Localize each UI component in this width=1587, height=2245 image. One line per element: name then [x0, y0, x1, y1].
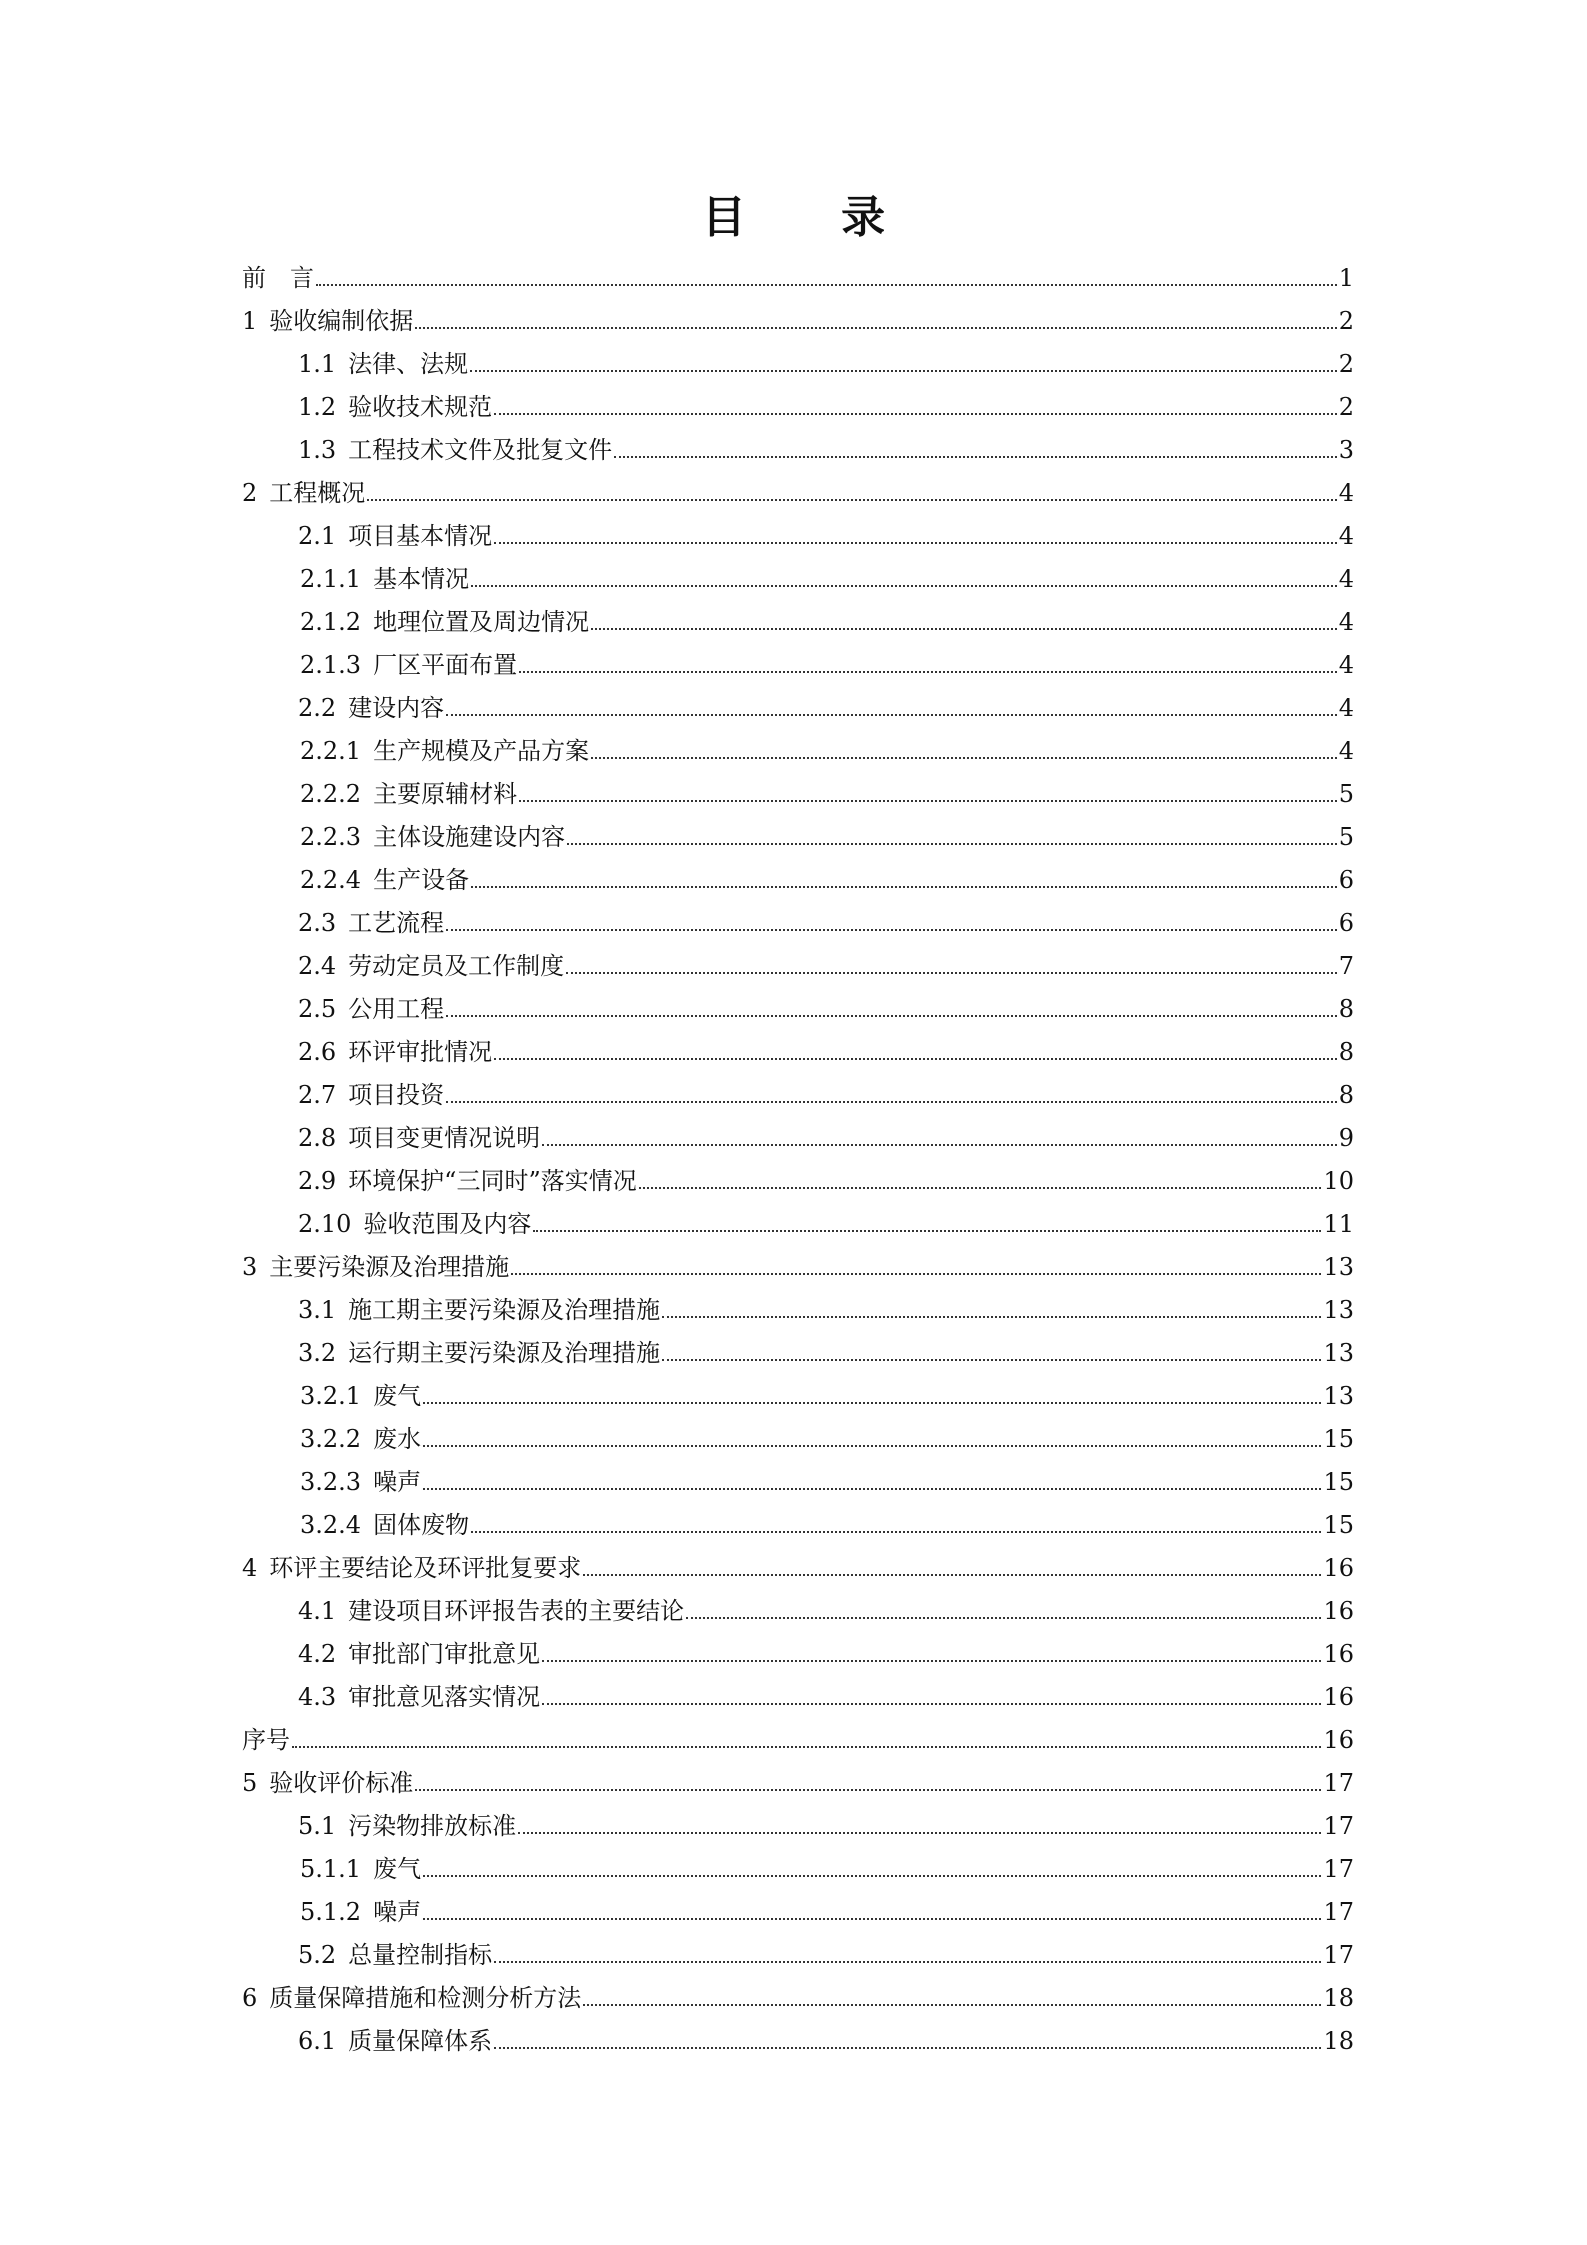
toc-entry[interactable]: [242, 895, 1354, 938]
toc-entry[interactable]: [242, 1712, 1354, 1755]
toc-entry-label: 项目投资: [348, 1081, 445, 1109]
toc-entry-number: 3.2: [298, 1339, 337, 1367]
toc-entry[interactable]: [242, 250, 1354, 293]
toc-entry-number: 3.2.3: [300, 1468, 362, 1496]
dot-leader: [518, 1832, 1321, 1834]
toc-entry[interactable]: [242, 1540, 1354, 1583]
toc-entry-label: 质量保障措施和检测分析方法: [269, 1984, 582, 2012]
toc-entry[interactable]: [242, 981, 1354, 1024]
dot-leader: [614, 456, 1337, 458]
toc-entry-page-number: 4: [1338, 651, 1354, 679]
toc-entry-page-number: 2: [1338, 350, 1354, 378]
toc-entry-page-number: 16: [1323, 1554, 1354, 1582]
dot-leader: [639, 1187, 1322, 1189]
toc-entry[interactable]: [242, 723, 1354, 766]
toc-entry-label: 劳动定员及工作制度: [348, 952, 565, 980]
toc-entry[interactable]: [242, 2013, 1354, 2056]
toc-entry-number: 5.2: [298, 1941, 337, 1969]
dot-leader: [494, 542, 1337, 544]
toc-entry-number: 1.3: [298, 436, 337, 464]
toc-entry-number: 2.2.4: [300, 866, 362, 894]
toc-entry[interactable]: [242, 809, 1354, 852]
dot-leader: [292, 1746, 1321, 1748]
toc-entry[interactable]: [242, 1841, 1354, 1884]
toc-entry-label: 基本情况: [373, 565, 470, 593]
toc-entry-label: 审批部门审批意见: [348, 1640, 541, 1668]
toc-entry-label: 废气: [373, 1855, 422, 1883]
toc-entry-label: 验收范围及内容: [363, 1210, 532, 1238]
dot-leader: [686, 1617, 1321, 1619]
toc-entry-number: 4: [242, 1554, 258, 1582]
toc-entry[interactable]: [242, 1024, 1354, 1067]
dot-leader: [566, 972, 1337, 974]
dot-leader: [511, 1273, 1321, 1275]
toc-entry-number: 2.3: [298, 909, 337, 937]
toc-entry[interactable]: [242, 680, 1354, 723]
toc-entry-page-number: 4: [1338, 522, 1354, 550]
dot-leader: [423, 1488, 1321, 1490]
toc-entry[interactable]: [242, 1454, 1354, 1497]
dot-leader: [494, 1058, 1337, 1060]
dot-leader: [415, 1789, 1321, 1791]
toc-entry-number: 2.7: [298, 1081, 337, 1109]
dot-leader: [446, 1015, 1337, 1017]
toc-entry-page-number: 2: [1338, 393, 1354, 421]
toc-entry-number: 1.1: [298, 350, 337, 378]
toc-entry[interactable]: [242, 594, 1354, 637]
dot-leader: [519, 800, 1337, 802]
toc-entry-number: 6: [242, 1984, 258, 2012]
toc-entry-label: 建设项目环评报告表的主要结论: [348, 1597, 685, 1625]
toc-entry[interactable]: [242, 465, 1354, 508]
dot-leader: [542, 1144, 1337, 1146]
dot-leader: [423, 1445, 1321, 1447]
dot-leader: [533, 1230, 1321, 1232]
toc-entry-page-number: 18: [1323, 1984, 1354, 2012]
toc-entry-page-number: 16: [1323, 1726, 1354, 1754]
dot-leader: [542, 1660, 1321, 1662]
dot-leader: [591, 757, 1337, 759]
toc-entry-number: 2.5: [298, 995, 337, 1023]
toc-entry-page-number: 16: [1323, 1597, 1354, 1625]
toc-entry-page-number: 16: [1323, 1683, 1354, 1711]
toc-entry-page-number: 9: [1338, 1124, 1354, 1152]
toc-entry-label: 工程技术文件及批复文件: [348, 436, 613, 464]
toc-entry-label: 主要原辅材料: [373, 780, 518, 808]
toc-entry[interactable]: [242, 1755, 1354, 1798]
dot-leader: [591, 628, 1337, 630]
toc-entry-label: 噪声: [373, 1898, 422, 1926]
toc-entry-number: 5: [242, 1769, 258, 1797]
toc-entry-page-number: 17: [1323, 1812, 1354, 1840]
toc-entry-page-number: 1: [1338, 264, 1354, 292]
dot-leader: [470, 370, 1337, 372]
toc-entry-label: 总量控制指标: [348, 1941, 493, 1969]
dot-leader: [423, 1402, 1321, 1404]
toc-entry-label: 主要污染源及治理措施: [269, 1253, 510, 1281]
toc-entry-number: 3.2.1: [300, 1382, 362, 1410]
toc-entry-number: 5.1: [298, 1812, 337, 1840]
toc-entry-number: 2: [242, 479, 258, 507]
toc-entry-page-number: 8: [1338, 1081, 1354, 1109]
toc-entry[interactable]: [242, 637, 1354, 680]
toc-entry[interactable]: [242, 1325, 1354, 1368]
toc-entry-number: 4.3: [298, 1683, 337, 1711]
toc-entry-number: 2.1.3: [300, 651, 362, 679]
dot-leader: [567, 843, 1337, 845]
toc-entry-number: 2.2.1: [300, 737, 362, 765]
toc-entry-page-number: 4: [1338, 608, 1354, 636]
toc-entry-number: 2.10: [298, 1210, 352, 1238]
toc-entry-page-number: 18: [1323, 2027, 1354, 2055]
dot-leader: [662, 1359, 1321, 1361]
toc-entry[interactable]: [242, 1970, 1354, 2013]
toc-entry-label: 生产设备: [373, 866, 470, 894]
toc-entry-page-number: 16: [1323, 1640, 1354, 1668]
dot-leader: [423, 1875, 1321, 1877]
toc-entry-number: 2.8: [298, 1124, 337, 1152]
dot-leader: [519, 671, 1337, 673]
toc-entry[interactable]: [242, 1282, 1354, 1325]
toc-entry-page-number: 2: [1338, 307, 1354, 335]
toc-entry-number: 4.1: [298, 1597, 337, 1625]
toc-entry[interactable]: [242, 336, 1354, 379]
toc-entry-page-number: 10: [1323, 1167, 1354, 1195]
toc-entry-number: 3: [242, 1253, 258, 1281]
toc-entry[interactable]: [242, 1798, 1354, 1841]
toc-entry-number: 2.2.3: [300, 823, 362, 851]
dot-leader: [471, 585, 1337, 587]
toc-entry-page-number: 17: [1323, 1769, 1354, 1797]
dot-leader: [494, 1961, 1321, 1963]
toc-entry[interactable]: [242, 422, 1354, 465]
toc-entry[interactable]: [242, 1239, 1354, 1282]
toc-entry-label: 固体废物: [373, 1511, 470, 1539]
toc-entry-page-number: 13: [1323, 1339, 1354, 1367]
toc-entry-label: 环评主要结论及环评批复要求: [269, 1554, 582, 1582]
toc-entry-page-number: 15: [1323, 1425, 1354, 1453]
dot-leader: [494, 413, 1337, 415]
toc-entry[interactable]: [242, 1067, 1354, 1110]
toc-entry-page-number: 13: [1323, 1253, 1354, 1281]
dot-leader: [316, 284, 1337, 286]
dot-leader: [423, 1918, 1321, 1920]
toc-entry-page-number: 13: [1323, 1382, 1354, 1410]
toc-entry-number: 2.9: [298, 1167, 337, 1195]
toc-entry-number: 2.1: [298, 522, 337, 550]
toc-entry[interactable]: [242, 1669, 1354, 1712]
toc-entry-label: 公用工程: [348, 995, 445, 1023]
toc-entry[interactable]: [242, 1927, 1354, 1970]
toc-entry[interactable]: [242, 1583, 1354, 1626]
toc-entry-page-number: 17: [1323, 1855, 1354, 1883]
toc-entry-page-number: 15: [1323, 1511, 1354, 1539]
toc-entry-page-number: 11: [1323, 1210, 1354, 1238]
toc-entry-page-number: 5: [1338, 823, 1354, 851]
toc-entry-number: 2.2: [298, 694, 337, 722]
toc-entry-label: 验收编制依据: [269, 307, 414, 335]
toc-entry-number: 5.1.2: [300, 1898, 362, 1926]
toc-entry-number: 1.2: [298, 393, 337, 421]
toc-entry-number: 1: [242, 307, 258, 335]
toc-entry[interactable]: [242, 1110, 1354, 1153]
toc-entry-label: 前 言: [242, 264, 314, 292]
toc-entry-label: 项目变更情况说明: [348, 1124, 541, 1152]
toc-entry-label: 主体设施建设内容: [373, 823, 566, 851]
toc-entry-label: 环境保护“三同时”落实情况: [348, 1167, 637, 1195]
toc-entry-page-number: 17: [1323, 1941, 1354, 1969]
toc-entry-number: 2.1.1: [300, 565, 362, 593]
toc-entry-label: 项目基本情况: [348, 522, 493, 550]
toc-entry-label: 生产规模及产品方案: [373, 737, 590, 765]
dot-leader: [542, 1703, 1321, 1705]
dot-leader: [367, 499, 1336, 501]
toc-entry[interactable]: [242, 1196, 1354, 1239]
toc-entry[interactable]: [242, 1884, 1354, 1927]
toc-entry[interactable]: [242, 551, 1354, 594]
toc-entry-label: 验收技术规范: [348, 393, 493, 421]
toc-entry-number: 4.2: [298, 1640, 337, 1668]
toc-entry-label: 噪声: [373, 1468, 422, 1496]
dot-leader: [415, 327, 1336, 329]
toc-entry[interactable]: [242, 1626, 1354, 1669]
toc-entry-page-number: 3: [1338, 436, 1354, 464]
toc-entry-label: 法律、法规: [348, 350, 469, 378]
toc-entry[interactable]: [242, 852, 1354, 895]
toc-entry-label: 序号: [242, 1726, 290, 1754]
toc-entry-number: 2.1.2: [300, 608, 362, 636]
toc-entry-label: 环评审批情况: [348, 1038, 493, 1066]
toc-entry-label: 工程概况: [269, 479, 366, 507]
toc-entry-number: 6.1: [298, 2027, 337, 2055]
toc-entry-page-number: 17: [1323, 1898, 1354, 1926]
toc-entry-label: 厂区平面布置: [373, 651, 518, 679]
toc-entry-number: 2.4: [298, 952, 337, 980]
toc-entry[interactable]: [242, 938, 1354, 981]
toc-entry-number: 3.1: [298, 1296, 337, 1324]
toc-entry-page-number: 6: [1338, 866, 1354, 894]
toc-entry-number: 2.2.2: [300, 780, 362, 808]
toc-entry-page-number: 4: [1338, 479, 1354, 507]
dot-leader: [446, 714, 1337, 716]
toc-entry-page-number: 15: [1323, 1468, 1354, 1496]
toc-entry-label: 验收评价标准: [269, 1769, 414, 1797]
toc-entry-page-number: 8: [1338, 1038, 1354, 1066]
toc-entry-page-number: 13: [1323, 1296, 1354, 1324]
toc-entry-number: 2.6: [298, 1038, 337, 1066]
dot-leader: [583, 2004, 1321, 2006]
toc-entry[interactable]: [242, 293, 1354, 336]
toc-entry-number: 3.2.4: [300, 1511, 362, 1539]
toc-title: 目 录: [701, 192, 926, 243]
toc-entry-label: 运行期主要污染源及治理措施: [348, 1339, 661, 1367]
toc-entry[interactable]: [242, 1368, 1354, 1411]
toc-entry[interactable]: [242, 1411, 1354, 1454]
toc-entry-label: 建设内容: [348, 694, 445, 722]
dot-leader: [583, 1574, 1321, 1576]
toc-entry-page-number: 4: [1338, 565, 1354, 593]
toc-entry-label: 废气: [373, 1382, 422, 1410]
toc-entry-page-number: 4: [1338, 694, 1354, 722]
toc-entry-label: 工艺流程: [348, 909, 445, 937]
toc-entry[interactable]: [242, 1497, 1354, 1540]
dot-leader: [494, 2047, 1321, 2049]
dot-leader: [662, 1316, 1321, 1318]
toc-entry-page-number: 4: [1338, 737, 1354, 765]
toc-entry[interactable]: [242, 379, 1354, 422]
toc-entry-page-number: 5: [1338, 780, 1354, 808]
toc-entry[interactable]: [242, 766, 1354, 809]
toc-entry-label: 质量保障体系: [348, 2027, 493, 2055]
toc-entry-label: 污染物排放标准: [348, 1812, 517, 1840]
toc-entry[interactable]: [242, 1153, 1354, 1196]
dot-leader: [446, 1101, 1337, 1103]
toc-entry-label: 废水: [373, 1425, 422, 1453]
toc-entry-page-number: 8: [1338, 995, 1354, 1023]
dot-leader: [471, 886, 1337, 888]
dot-leader: [471, 1531, 1321, 1533]
toc-entry-label: 施工期主要污染源及治理措施: [348, 1296, 661, 1324]
toc-list: [242, 250, 1354, 2056]
toc-entry-page-number: 6: [1338, 909, 1354, 937]
toc-entry[interactable]: [242, 508, 1354, 551]
toc-entry-page-number: 7: [1338, 952, 1354, 980]
dot-leader: [446, 929, 1337, 931]
toc-entry-number: 3.2.2: [300, 1425, 362, 1453]
toc-entry-label: 审批意见落实情况: [348, 1683, 541, 1711]
toc-entry-number: 5.1.1: [300, 1855, 362, 1883]
toc-entry-label: 地理位置及周边情况: [373, 608, 590, 636]
